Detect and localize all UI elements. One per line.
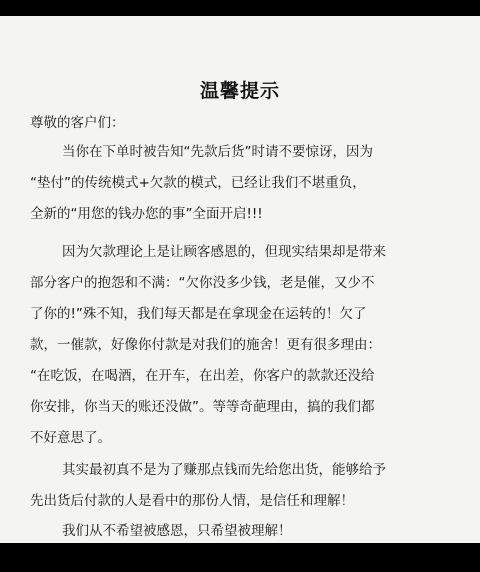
greeting-line: 尊敬的客户们：: [30, 115, 125, 131]
paragraph-3-line-2: 先出货后付款的人是看中的那份人情，是信任和理解！: [30, 493, 354, 509]
paragraph-2-line-1: 因为欠款理论上是让顾客感恩的，但现实结果却是带来: [62, 244, 386, 260]
paragraph-1-line-3: 全新的“用您的钱办您的事”全面开启!!!: [30, 206, 263, 222]
paragraph-1-line-1: 当你在下单时被告知“先款后货”时请不要惊讶，因为: [62, 144, 373, 160]
paragraph-2-line-5: “在吃饭，在喝酒，在开车，在出差，你客户的款款还没给: [30, 368, 375, 384]
paragraph-2-line-2: 部分客户的抱怨和不满：“欠你没多少钱，老是催，又少不: [30, 275, 375, 291]
notice-title: 温馨提示: [199, 80, 280, 102]
paragraph-2-line-7: 不好意思了。: [30, 430, 111, 446]
paragraph-4-line-1: 我们从不希望被感恩，只希望被理解！: [62, 523, 292, 539]
paragraph-2-line-6: 你安排，你当天的账还没做”。等等奇葩理由，搞的我们都: [30, 399, 375, 415]
paragraph-1-line-2: “垫付”的传统模式+欠款的模式，已经让我们不堪重负，: [30, 175, 366, 191]
paragraph-3-line-1: 其实最初真不是为了赚那点钱而先给您出货，能够给予: [62, 462, 386, 478]
notice-paper: [0, 16, 480, 543]
paragraph-2-line-4: 款，一催款，好像你付款是对我们的施舍！更有很多理由：: [30, 337, 381, 353]
paragraph-2-line-3: 了你的!”殊不知，我们每天都是在拿现金在运转的！欠了: [30, 306, 367, 322]
